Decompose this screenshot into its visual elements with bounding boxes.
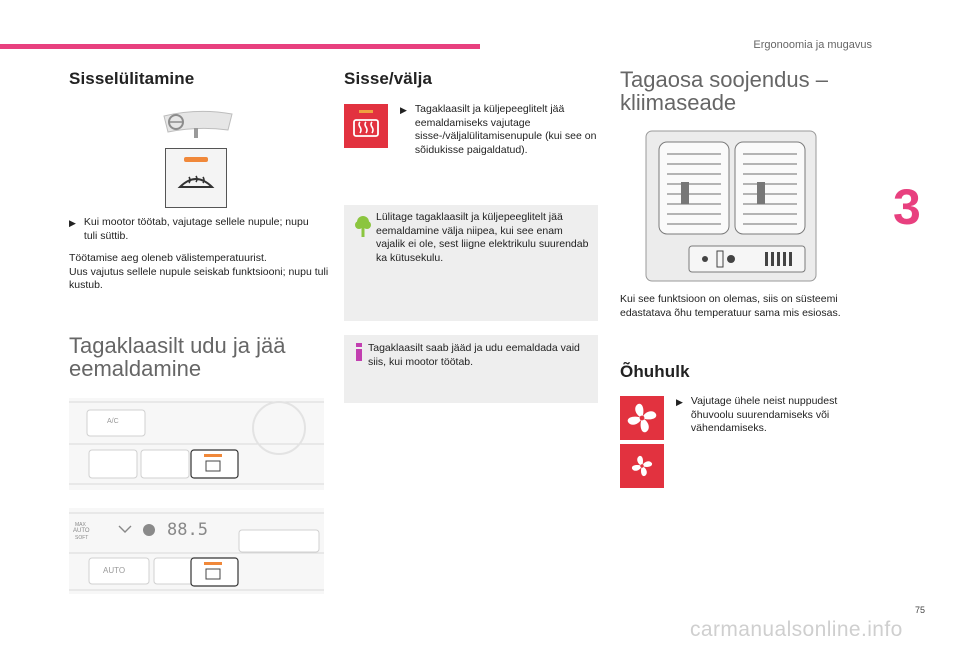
- windscreen-illustration: [160, 108, 236, 142]
- watermark: carmanualsonline.info: [690, 618, 903, 641]
- soft-label: SOFT: [75, 535, 89, 541]
- chapter-number: 3: [893, 179, 921, 235]
- temperature-display: 88.5: [167, 520, 208, 540]
- duration-text: Töötamise aeg oleneb välistemperatuurist.: [69, 252, 267, 264]
- ac-label: A/C: [107, 418, 119, 425]
- eco-note-text: Lülitage tagaklaasilt ja küljepeeglitelt jää eemaldamine välja niipea, kui see enam vajalik ei ole, sest liigne elektrikulu suurendab ka kütusekulu.: [376, 211, 589, 264]
- rear-heating-text: Kui see funktsioon on olemas, siis on süsteemi edastatava õhu temperatuur sama mis esiosas.: [620, 293, 841, 319]
- switch-on-bullet: ▶ Kui mootor töötab, vajutage sellele nupule; nupu tuli süttib.: [69, 216, 309, 242]
- eco-note-box: [344, 205, 598, 321]
- bullet-marker-icon: ▶: [400, 105, 407, 115]
- auto-label: AUTO: [73, 528, 90, 534]
- section-title-air-flow: Õhuhulk: [620, 362, 690, 381]
- fan-small-icon: [630, 454, 654, 478]
- section-title-on-off: Sisse/välja: [344, 69, 433, 88]
- rear-vent-panel: [645, 130, 817, 282]
- stop-text: Uus vajutus sellele nupule seiskab funktsiooni; nupu tuli kustub.: [69, 265, 329, 291]
- info-note-box: [344, 335, 598, 403]
- fan-large-icon: [625, 401, 659, 435]
- switch-on-text: [69, 252, 331, 293]
- page-number: 75: [915, 605, 926, 615]
- bullet-marker-icon: ▶: [676, 397, 683, 407]
- air-flow-bullet: ▶ Vajutage ühele neist nuppudest õhuvoolu suurendamiseks või vähendamiseks.: [676, 395, 838, 434]
- auto-button[interactable]: AUTO: [103, 566, 126, 575]
- fan-decrease-button[interactable]: [620, 444, 664, 488]
- max-label: MAX: [75, 522, 86, 528]
- rear-defrost-button[interactable]: [344, 104, 388, 148]
- windscreen-defrost-icon: [166, 149, 226, 207]
- section-title-rear-heating: Tagaosa soojendus – kliimaseade: [620, 67, 828, 115]
- front-defrost-button[interactable]: [165, 148, 227, 208]
- info-note-text: Tagaklaasilt saab jääd ja udu eemaldada vaid siis, kui mootor töötab.: [368, 342, 580, 368]
- control-panel-auto: [69, 508, 324, 594]
- section-title-switch-on: Sisselülitamine: [69, 69, 195, 88]
- bullet-marker-icon: ▶: [69, 218, 76, 228]
- section-title-rear-defrost: Tagaklaasilt udu ja jää eemaldamine: [69, 333, 286, 381]
- fan-increase-button[interactable]: [620, 396, 664, 440]
- info-icon: [355, 343, 363, 361]
- eco-tree-icon: [355, 215, 371, 239]
- control-panel-manual: [69, 398, 324, 490]
- chapter-title: Ergonoomia ja mugavus: [753, 39, 872, 51]
- top-accent-bar: [0, 44, 480, 49]
- on-off-bullet: ▶ Tagaklaasilt ja küljepeeglitelt jää eemaldamiseks vajutage sisse-/väljalülitamisenupule (kui see on sõidukisse paigaldatud).: [400, 103, 597, 156]
- rear-defrost-icon: [349, 109, 383, 143]
